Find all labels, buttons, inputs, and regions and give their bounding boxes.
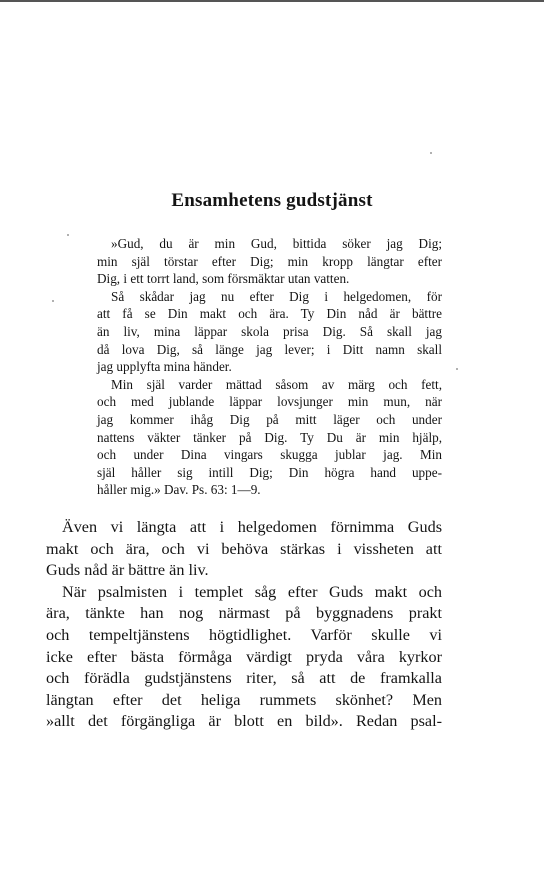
paper-speck bbox=[52, 300, 54, 302]
text-line: icke efter bästa förmåga värdigt pryda våra kyrkor bbox=[46, 647, 442, 666]
text-line: och under Dina vingars skugga jublar jag. Min bbox=[97, 447, 442, 463]
text-line: ära, tänkte han nog närmast på byggnadens prakt bbox=[46, 604, 442, 623]
text-line: min själ törstar efter Dig; min kropp längtar efter bbox=[97, 253, 442, 269]
text-line: Guds nåd är bättre än liv. bbox=[46, 561, 209, 580]
quote-paragraph bbox=[97, 235, 442, 288]
text-line: nattens väkter tänker på Dig. Ty Du är min hjälp, bbox=[97, 429, 442, 445]
text-line: att få se Din makt och ära. Ty Din nåd är bättre bbox=[97, 306, 442, 322]
text-line: Dig, i ett torrt land, som försmäktar utan vatten. bbox=[97, 271, 350, 287]
quote-paragraph bbox=[97, 288, 442, 376]
quote-paragraph bbox=[97, 376, 442, 499]
text-line: makt och ära, och vi behöva stärkas i vissheten att bbox=[46, 539, 442, 558]
text-line: Min själ varder mättad såsom av märg och fett, bbox=[111, 376, 442, 392]
paper-speck bbox=[456, 368, 458, 370]
top-rule bbox=[0, 0, 544, 2]
text-line: då lova Dig, så länge jag lever; i Ditt namn skall bbox=[97, 341, 442, 357]
text-line: jag kommer ihåg Dig på mitt läger och under bbox=[97, 411, 442, 427]
text-line: själ håller sig intill Dig; Din högra hand uppe- bbox=[97, 464, 442, 480]
text-line: »allt det förgängliga är blott en bild». Redan psal- bbox=[46, 712, 442, 731]
text-line: När psalmisten i templet såg efter Guds makt och bbox=[62, 582, 442, 601]
body-paragraph bbox=[46, 582, 442, 733]
body-text bbox=[46, 517, 442, 733]
text-line: än liv, mina läppar skola prisa Dig. Så skall jag bbox=[97, 323, 442, 339]
text-line: och förädla gudstjänstens riter, så att de framkalla bbox=[46, 669, 442, 688]
text-line: och med jublande läppar lovsjunger min mun, när bbox=[97, 394, 442, 410]
text-line: Även vi längta att i helgedomen förnimma Guds bbox=[62, 518, 442, 536]
text-line: Så skådar jag nu efter Dig i helgedomen, för bbox=[111, 288, 442, 304]
paper-speck bbox=[67, 234, 69, 236]
text-line: längtan efter det heliga rummets skönhet? Men bbox=[46, 690, 442, 709]
paper-speck bbox=[430, 152, 432, 154]
body-paragraph bbox=[46, 517, 442, 582]
psalm-quote bbox=[97, 235, 442, 499]
page-title: Ensamhetens gudstjänst bbox=[171, 190, 373, 211]
text-line: håller mig.» Dav. Ps. 63: 1—9. bbox=[97, 482, 261, 498]
text-line: »Gud, du är min Gud, bittida söker jag Dig; bbox=[111, 236, 442, 251]
text-line: och tempeltjänstens högtidlighet. Varför skulle vi bbox=[46, 625, 442, 644]
text-line: jag upplyfta mina händer. bbox=[97, 359, 232, 375]
